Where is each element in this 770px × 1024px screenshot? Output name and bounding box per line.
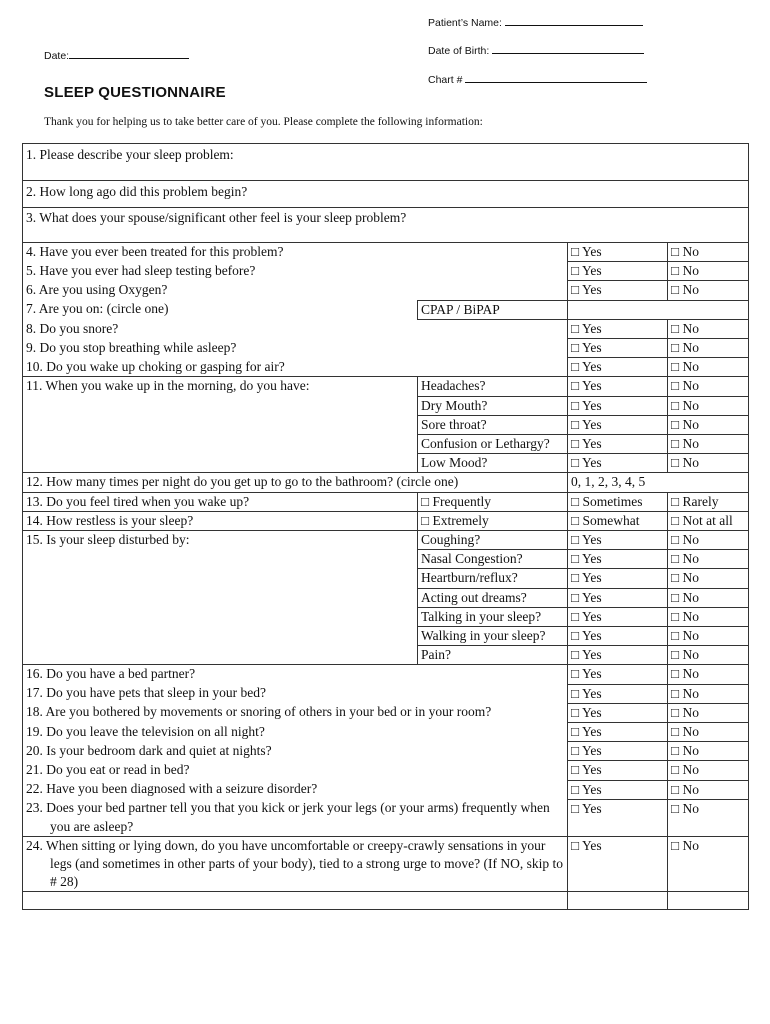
q12-options[interactable]: 0, 1, 2, 3, 4, 5 (568, 473, 749, 492)
q18-no[interactable]: □ No (668, 703, 749, 722)
q11-no[interactable]: □ No (668, 454, 749, 473)
question-row (23, 665, 749, 684)
question-row (23, 511, 749, 530)
question-row (23, 492, 749, 511)
q17-no[interactable]: □ No (668, 684, 749, 703)
q15-yes[interactable]: □ Yes (568, 607, 668, 626)
question-row (23, 569, 749, 588)
q11-item: Dry Mouth? (418, 396, 568, 415)
dob-field[interactable] (428, 44, 644, 57)
question-row (23, 281, 749, 300)
q11-spacer (23, 396, 418, 415)
q15-item: Pain? (418, 646, 568, 665)
q13-sometimes[interactable]: □ Sometimes (568, 492, 668, 511)
q4-no[interactable]: □ No (668, 243, 749, 262)
q12-text: 12. How many times per night do you get up to go to the bathroom? (circle one) (23, 473, 568, 492)
q24-text: 24. When sitting or lying down, do you have uncomfortable or creepy-crawly sensations in your legs (and sometimes in other parts of your body), tied to a strong urge to move? (If NO, skip to # 28) (26, 837, 564, 890)
q15-yes[interactable]: □ Yes (568, 646, 668, 665)
q16-no[interactable]: □ No (668, 665, 749, 684)
q11-yes[interactable]: □ Yes (568, 454, 668, 473)
q15-no[interactable]: □ No (668, 569, 749, 588)
q20-no[interactable]: □ No (668, 742, 749, 761)
q15-yes[interactable]: □ Yes (568, 588, 668, 607)
patient-name-field[interactable] (428, 16, 643, 29)
question-row (23, 646, 749, 665)
q15-no[interactable]: □ No (668, 531, 749, 550)
q8-text: 8. Do you snore? (23, 319, 568, 338)
q8-yes[interactable]: □ Yes (568, 319, 668, 338)
q11-yes[interactable]: □ Yes (568, 377, 668, 396)
q23-no[interactable]: □ No (668, 799, 749, 836)
question-row (23, 588, 749, 607)
q23-cell (23, 799, 568, 836)
questionnaire-table (22, 143, 749, 910)
page-title: SLEEP QUESTIONNAIRE (44, 84, 226, 101)
question-row (23, 627, 749, 646)
q19-no[interactable]: □ No (668, 723, 749, 742)
q11-item: Sore throat? (418, 415, 568, 434)
q15-yes[interactable]: □ Yes (568, 531, 668, 550)
q11-text: 11. When you wake up in the morning, do you have: (23, 377, 418, 396)
q23-text: 23. Does your bed partner tell you that you kick or jerk your legs (or your arms) frequently when you are asleep? (26, 800, 550, 834)
q9-text: 9. Do you stop breathing while asleep? (23, 339, 568, 358)
q20-text: 20. Is your bedroom dark and quiet at nights? (23, 742, 568, 761)
q15-item: Heartburn/reflux? (418, 569, 568, 588)
q23-yes[interactable]: □ Yes (568, 799, 668, 836)
dob-line[interactable] (492, 44, 644, 54)
q15-item: Coughing? (418, 531, 568, 550)
q13-frequently[interactable]: □ Frequently (418, 492, 568, 511)
q14-text: 14. How restless is your sleep? (23, 511, 418, 530)
q15-yes[interactable]: □ Yes (568, 550, 668, 569)
q5-no[interactable]: □ No (668, 262, 749, 281)
q6-yes[interactable]: □ Yes (568, 281, 668, 300)
q14-not-at-all[interactable]: □ Not at all (668, 511, 749, 530)
question-row (23, 684, 749, 703)
q24-yes[interactable]: □ Yes (568, 836, 668, 892)
question-row (23, 454, 749, 473)
q4-text: 4. Have you ever been treated for this problem? (23, 243, 568, 262)
q11-item: Confusion or Lethargy? (418, 435, 568, 454)
question-row (23, 761, 749, 780)
q15-no[interactable]: □ No (668, 550, 749, 569)
q14-somewhat[interactable]: □ Somewhat (568, 511, 668, 530)
question-row (23, 377, 749, 396)
q5-yes[interactable]: □ Yes (568, 262, 668, 281)
q16-text: 16. Do you have a bed partner? (23, 665, 568, 684)
q21-no[interactable]: □ No (668, 761, 749, 780)
q15-item: Walking in your sleep? (418, 627, 568, 646)
question-row (23, 607, 749, 626)
date-field[interactable] (44, 49, 189, 62)
blank-cell (568, 892, 668, 910)
chart-line[interactable] (465, 73, 647, 83)
question-row (23, 415, 749, 434)
q11-yes[interactable]: □ Yes (568, 396, 668, 415)
q15-item: Talking in your sleep? (418, 607, 568, 626)
q11-no[interactable]: □ No (668, 396, 749, 415)
q15-spacer (23, 550, 418, 569)
q15-spacer (23, 646, 418, 665)
question-row (23, 473, 749, 492)
q11-spacer (23, 415, 418, 434)
q10-yes[interactable]: □ Yes (568, 358, 668, 377)
q15-no[interactable]: □ No (668, 607, 749, 626)
q15-item: Nasal Congestion? (418, 550, 568, 569)
question-row (23, 780, 749, 799)
q8-no[interactable]: □ No (668, 319, 749, 338)
q2-text[interactable]: 2. How long ago did this problem begin? (23, 181, 749, 208)
q18-yes[interactable]: □ Yes (568, 703, 668, 722)
question-row (23, 243, 749, 262)
q21-text: 21. Do you eat or read in bed? (23, 761, 568, 780)
chart-label: Chart # (428, 74, 463, 86)
q11-yes[interactable]: □ Yes (568, 415, 668, 434)
q14-extremely[interactable]: □ Extremely (418, 511, 568, 530)
q9-no[interactable]: □ No (668, 339, 749, 358)
question-row (23, 339, 749, 358)
question-row (23, 300, 749, 319)
question-row (23, 358, 749, 377)
q7-text: 7. Are you on: (circle one) (23, 300, 418, 319)
question-row (23, 550, 749, 569)
question-row (23, 396, 749, 415)
dob-label: Date of Birth: (428, 45, 490, 57)
intro-text: Thank you for helping us to take better care of you. Please complete the following information: (44, 116, 483, 128)
q15-spacer (23, 588, 418, 607)
question-row (23, 144, 749, 181)
q22-no[interactable]: □ No (668, 780, 749, 799)
q19-text: 19. Do you leave the television on all night? (23, 723, 568, 742)
q15-no[interactable]: □ No (668, 588, 749, 607)
q22-yes[interactable]: □ Yes (568, 780, 668, 799)
question-row (23, 262, 749, 281)
question-row (23, 531, 749, 550)
q6-text: 6. Are you using Oxygen? (23, 281, 568, 300)
q13-rarely[interactable]: □ Rarely (668, 492, 749, 511)
chart-field[interactable] (428, 73, 647, 86)
date-line[interactable] (69, 49, 189, 59)
q15-item: Acting out dreams? (418, 588, 568, 607)
q15-no[interactable]: □ No (668, 646, 749, 665)
blank-row (23, 892, 749, 910)
q6-no[interactable]: □ No (668, 281, 749, 300)
question-row (23, 723, 749, 742)
q15-spacer (23, 627, 418, 646)
patient-name-line[interactable] (505, 16, 643, 26)
q10-text: 10. Do you wake up choking or gasping for air? (23, 358, 568, 377)
question-row (23, 742, 749, 761)
patient-name-label: Patient’s Name: (428, 17, 502, 29)
q24-cell (23, 836, 568, 892)
q11-no[interactable]: □ No (668, 377, 749, 396)
q15-yes[interactable]: □ Yes (568, 569, 668, 588)
q5-text: 5. Have you ever had sleep testing before? (23, 262, 568, 281)
question-row (23, 319, 749, 338)
q19-yes[interactable]: □ Yes (568, 723, 668, 742)
question-row (23, 836, 749, 892)
question-row (23, 799, 749, 836)
q13-text: 13. Do you feel tired when you wake up? (23, 492, 418, 511)
q7-option[interactable]: CPAP / BiPAP (418, 300, 568, 319)
q15-spacer (23, 607, 418, 626)
q9-yes[interactable]: □ Yes (568, 339, 668, 358)
q10-no[interactable]: □ No (668, 358, 749, 377)
q3-text[interactable]: 3. What does your spouse/significant other feel is your sleep problem? (23, 208, 749, 243)
q18-text: 18. Are you bothered by movements or snoring of others in your bed or in your room? (23, 703, 568, 722)
q11-no[interactable]: □ No (668, 435, 749, 454)
question-row (23, 208, 749, 243)
q11-spacer (23, 454, 418, 473)
q15-no[interactable]: □ No (668, 627, 749, 646)
q15-spacer (23, 569, 418, 588)
q11-no[interactable]: □ No (668, 415, 749, 434)
q11-item: Low Mood? (418, 454, 568, 473)
q24-no[interactable]: □ No (668, 836, 749, 892)
question-row (23, 181, 749, 208)
q20-yes[interactable]: □ Yes (568, 742, 668, 761)
q17-text: 17. Do you have pets that sleep in your bed? (23, 684, 568, 703)
q21-yes[interactable]: □ Yes (568, 761, 668, 780)
q17-yes[interactable]: □ Yes (568, 684, 668, 703)
q22-text: 22. Have you been diagnosed with a seizure disorder? (23, 780, 568, 799)
question-row (23, 435, 749, 454)
q11-yes[interactable]: □ Yes (568, 435, 668, 454)
question-row (23, 703, 749, 722)
q15-yes[interactable]: □ Yes (568, 627, 668, 646)
q4-yes[interactable]: □ Yes (568, 243, 668, 262)
date-label: Date: (44, 50, 70, 62)
q11-spacer (23, 435, 418, 454)
q7-blank (568, 300, 749, 319)
blank-cell (23, 892, 568, 910)
q15-text: 15. Is your sleep disturbed by: (23, 531, 418, 550)
q11-item: Headaches? (418, 377, 568, 396)
q16-yes[interactable]: □ Yes (568, 665, 668, 684)
blank-cell (668, 892, 749, 910)
q1-text[interactable]: 1. Please describe your sleep problem: (23, 144, 749, 181)
